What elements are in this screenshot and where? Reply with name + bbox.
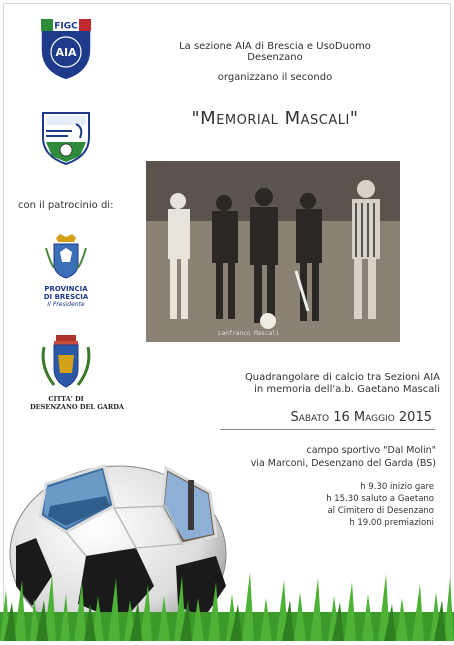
description-line-2: in memoria dell'a.b. Gaetano Mascali (254, 384, 440, 395)
venue-address: via Marconi, Desenzano del Garda (BS) (250, 458, 436, 469)
header-subline: organizzano il secondo (217, 72, 333, 83)
citta-name: DESENZANO DEL GARDA (30, 403, 124, 411)
event-title: "Memorial Mascali" (191, 108, 359, 129)
grass-border (0, 560, 454, 641)
citta-label: CITTA' DI (48, 395, 84, 403)
historic-photo (146, 161, 400, 342)
description-line-1: Quadrangolare di calcio tra Sezioni AIA (244, 372, 440, 383)
provincia-brescia-logo (40, 232, 92, 312)
schedule-item: h 15.30 saluto a Gaetano (326, 494, 434, 504)
aia-logo (38, 16, 94, 82)
event-date: Sabato 16 Maggio 2015 (290, 410, 432, 425)
venue-name: campo sportivo "Dal Molin" (306, 445, 436, 456)
provincia-role: Il Presidente (47, 301, 85, 308)
usoduomo-logo (40, 110, 92, 166)
photo-caption: Lanfranco Mascali (218, 330, 280, 337)
svg-text:AIA: AIA (55, 46, 77, 59)
header-line: La sezione AIA di Brescia e UsoDuomo Desenzano (179, 41, 371, 63)
provincia-name: PROVINCIA (44, 285, 88, 293)
schedule-item: al Cimitero di Desenzano (327, 506, 434, 516)
date-divider (220, 429, 435, 430)
patronage-label: con il patrocinio di: (18, 200, 114, 211)
schedule-item: h 9.30 inizio gare (360, 482, 434, 492)
provincia-name-2: DI BRESCIA (43, 293, 89, 301)
svg-text:FIGC: FIGC (54, 21, 78, 32)
schedule-item: h 19.00 premiazioni (349, 518, 434, 528)
desenzano-crest (30, 333, 124, 415)
